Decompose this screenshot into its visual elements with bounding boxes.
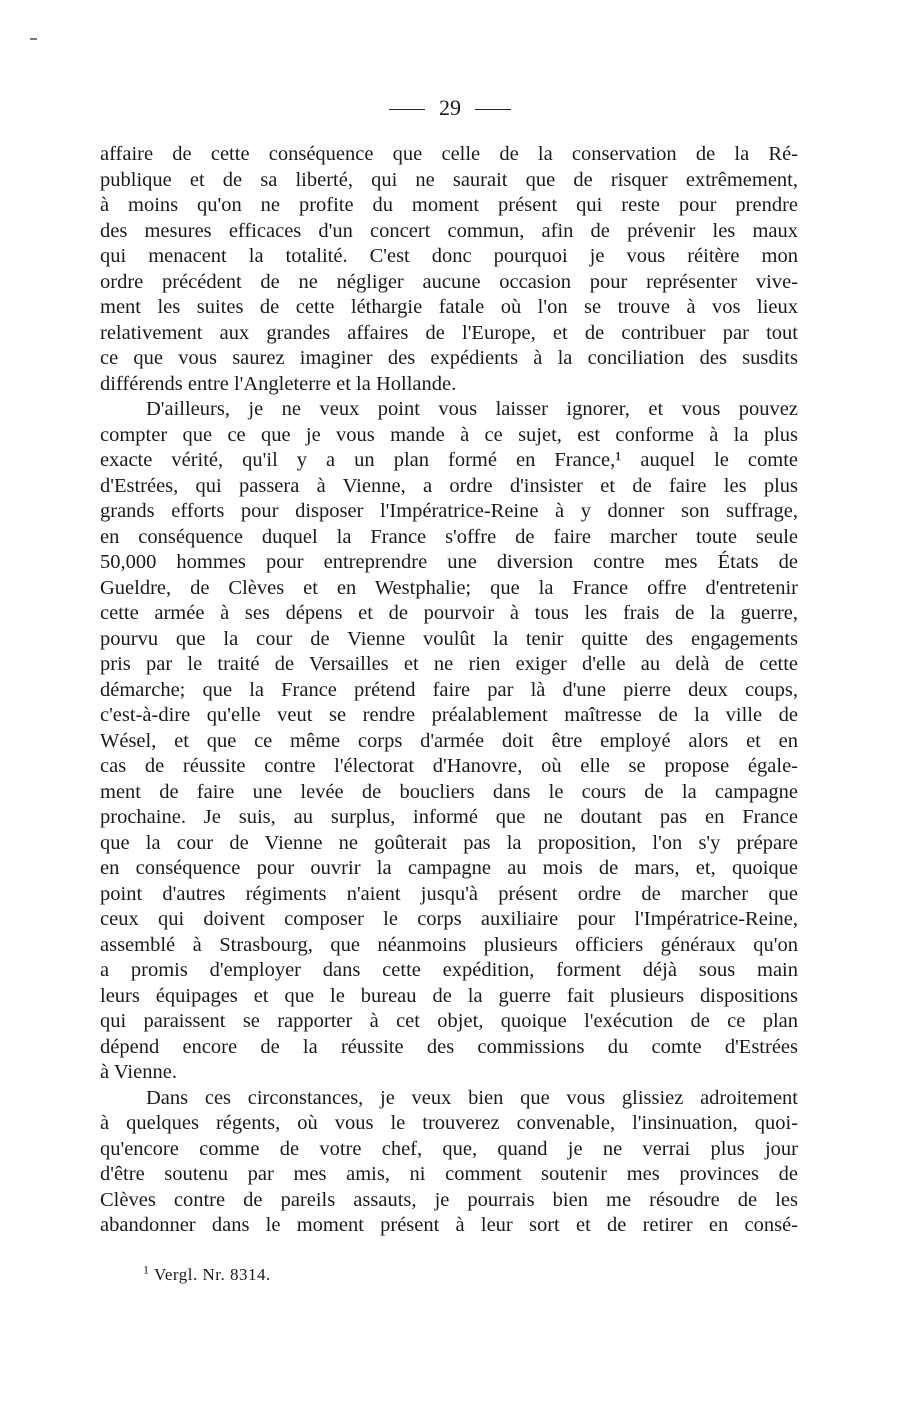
text-line: Dans ces circonstances, je veux bien que vous glissiez adroitement: [146, 1086, 798, 1109]
text-line: cette armée à ses dépens et de pourvoir à tous les frais de la guerre,: [100, 602, 798, 624]
text-line: 50,000 hommes pour entreprendre une diversion contre mes États de: [100, 551, 798, 573]
text-line: Clèves contre de pareils assauts, je pourrais bien me résoudre de les: [100, 1188, 798, 1211]
text-line: ordre précédent de ne négliger aucune occasion pour représenter vive-: [100, 270, 798, 293]
text-line: qui menacent la totalité. C'est donc pourquoi je vous réitère mon: [100, 245, 798, 267]
text-line: à quelques régents, où vous le trouverez convenable, l'insinuation, quoi-: [100, 1112, 798, 1134]
scan-edge-mark: [30, 38, 37, 40]
text-line: en conséquence duquel la France s'offre de faire marcher toute seule: [100, 525, 798, 548]
text-line: publique et de sa liberté, qui ne saurait que de risquer extrêmement,: [100, 168, 798, 191]
text-line: ment de faire une levée de boucliers dans le cours de la campagne: [100, 780, 798, 803]
footnote-text: Vergl. Nr. 8314.: [153, 1265, 271, 1284]
text-line: cas de réussite contre l'électorat d'Hanovre, où elle se propose égale-: [100, 755, 798, 777]
text-line: D'ailleurs, je ne veux point vous laisser ignorer, et vous pouvez: [146, 398, 798, 420]
text-line: abandonner dans le moment présent à leur sort et de retirer en consé-: [100, 1214, 798, 1236]
text-line: différends entre l'Angleterre et la Hollande.: [100, 372, 457, 395]
text-line: assemblé à Strasbourg, que néanmoins plusieurs officiers généraux qu'on: [100, 933, 798, 956]
text-line: leurs équipages et que le bureau de la guerre fait plusieurs dispositions: [100, 984, 798, 1007]
footnote-marker: 1: [143, 1262, 150, 1277]
text-line: d'être soutenu par mes amis, ni comment soutenir mes provinces de: [100, 1163, 798, 1185]
text-line: Gueldre, de Clèves et en Westphalie; que la France offre d'entretenir: [100, 576, 798, 599]
text-line: à Vienne.: [100, 1061, 177, 1083]
text-line: en conséquence pour ouvrir la campagne au mois de mars, et, quoique: [100, 857, 798, 879]
text-line: pris par le traité de Versailles et ne rien exiger d'elle au delà de cette: [100, 653, 798, 675]
text-line: démarche; que la France prétend faire par là d'une pierre deux coups,: [100, 678, 798, 701]
text-line: prochaine. Je suis, au surplus, informé que ne doutant pas en France: [100, 806, 798, 828]
text-line: ment les suites de cette léthargie fatale où l'on se trouve à vos lieux: [100, 296, 798, 318]
text-line: point d'autres régiments n'aient jusqu'à présent ordre de marcher que: [100, 882, 798, 905]
header-dash-left: [389, 109, 425, 110]
text-line: d'Estrées, qui passera à Vienne, a ordre d'insister et de faire les plus: [100, 474, 798, 497]
text-line: à moins qu'on ne profite du moment présent qui reste pour prendre: [100, 194, 798, 216]
text-line: compter que ce que je vous mande à ce sujet, est conforme à la plus: [100, 423, 798, 446]
text-line: qu'encore comme de votre chef, que, quand je ne verrai plus jour: [100, 1137, 798, 1160]
text-line: pourvu que la cour de Vienne voulût la tenir quitte des engagements: [100, 627, 798, 650]
text-line: affaire de cette conséquence que celle de la conservation de la Ré-: [100, 143, 798, 165]
text-line: ceux qui doivent composer le corps auxiliaire pour l'Impératrice-Reine,: [100, 908, 798, 930]
page-header: [0, 95, 900, 121]
text-line: exacte vérité, qu'il y a un plan formé en France,¹ auquel le comte: [100, 449, 798, 471]
text-line: qui paraissent se rapporter à cet objet, quoique l'exécution de ce plan: [100, 1010, 798, 1032]
text-line: grands efforts pour disposer l'Impératrice-Reine à y donner son suffrage,: [100, 500, 798, 522]
header-dash-right: [475, 109, 511, 110]
page-number: 29: [439, 95, 461, 120]
text-line: Wésel, et que ce même corps d'armée doit être employé alors et en: [100, 729, 798, 752]
footnote: [143, 1264, 271, 1286]
text-line: que la cour de Vienne ne goûterait pas la proposition, l'on s'y prépare: [100, 831, 798, 854]
text-line: dépend encore de la réussite des commissions du comte d'Estrées: [100, 1035, 798, 1058]
text-line: des mesures efficaces d'un concert commun, afin de prévenir les maux: [100, 219, 798, 242]
text-line: c'est-à-dire qu'elle veut se rendre préalablement maîtresse de la ville de: [100, 704, 798, 726]
text-line: relativement aux grandes affaires de l'Europe, et de contribuer par tout: [100, 321, 798, 344]
text-line: ce que vous saurez imaginer des expédients à la conciliation des susdits: [100, 347, 798, 369]
text-line: a promis d'employer dans cette expédition, forment déjà sous main: [100, 959, 798, 981]
body-text: [100, 142, 798, 1239]
